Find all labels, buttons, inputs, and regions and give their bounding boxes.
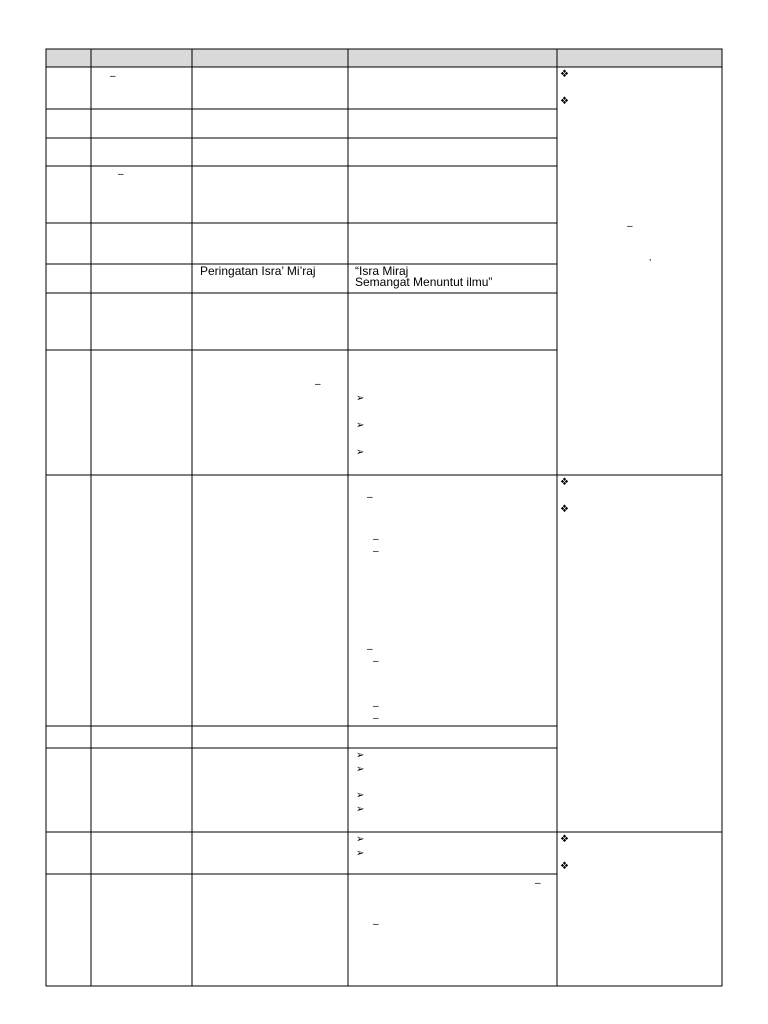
dash-mark: –	[367, 644, 373, 655]
diamond-bullet-icon: ❖	[560, 504, 569, 515]
arrow-bullet-icon: ➢	[356, 848, 365, 859]
arrow-bullet-icon: ➢	[356, 393, 365, 404]
dash-mark: –	[535, 878, 541, 889]
activity-cell-isra-miraj: Peringatan Isra’ Mi’raj	[200, 264, 316, 278]
arrow-bullet-icon: ➢	[356, 750, 365, 761]
apostrophe-mark: ’	[649, 258, 652, 269]
arrow-bullet-icon: ➢	[356, 420, 365, 431]
arrow-bullet-icon: ➢	[356, 447, 365, 458]
theme-cell-line2: Semangat Menuntut ilmu”	[355, 275, 493, 289]
dash-mark: –	[373, 546, 379, 557]
arrow-bullet-icon: ➢	[356, 764, 365, 775]
dash-mark: –	[367, 492, 373, 503]
theme-cell-line1: “Isra Miraj	[355, 264, 409, 278]
dash-mark: –	[373, 713, 379, 724]
dash-mark: –	[373, 656, 379, 667]
dash-mark: –	[627, 221, 633, 232]
diamond-bullet-icon: ❖	[560, 69, 569, 80]
diamond-bullet-icon: ❖	[560, 834, 569, 845]
dash-mark: –	[373, 919, 379, 930]
arrow-bullet-icon: ➢	[356, 834, 365, 845]
dash-mark: –	[315, 379, 321, 390]
diamond-bullet-icon: ❖	[560, 477, 569, 488]
table-header-row	[46, 49, 722, 67]
dash-mark: –	[373, 534, 379, 545]
diamond-bullet-icon: ❖	[560, 861, 569, 872]
diamond-bullet-icon: ❖	[560, 96, 569, 107]
arrow-bullet-icon: ➢	[356, 804, 365, 815]
dash-mark: –	[118, 169, 124, 180]
table-border	[46, 49, 722, 986]
dash-mark: –	[373, 701, 379, 712]
dash-mark: –	[110, 71, 116, 82]
arrow-bullet-icon: ➢	[356, 790, 365, 801]
